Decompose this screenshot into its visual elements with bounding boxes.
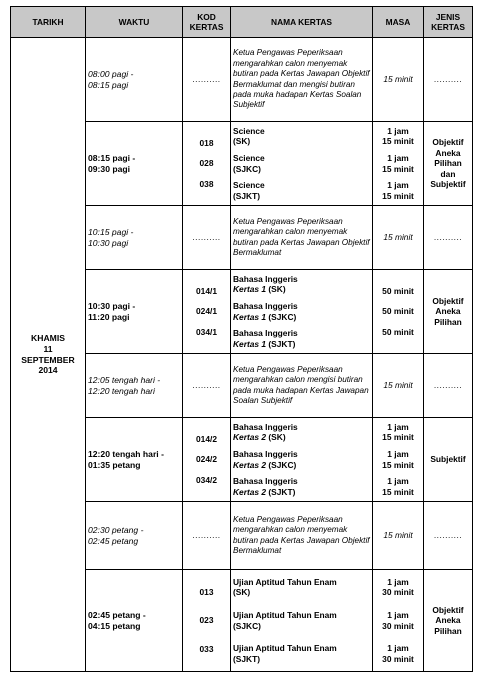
time-end: 08:15 pagi bbox=[88, 79, 129, 90]
paper-stream: (SK) bbox=[233, 587, 251, 598]
time-cell bbox=[86, 570, 183, 672]
masa-minutes: 15 minit bbox=[382, 190, 414, 201]
header-waktu: WAKTU bbox=[86, 7, 183, 38]
time-end: 12:20 tengah hari bbox=[88, 385, 155, 396]
paper-stream: (SK) bbox=[268, 432, 286, 443]
masa-cell bbox=[373, 418, 424, 502]
table-row bbox=[11, 38, 473, 122]
kod-cell bbox=[183, 418, 231, 502]
time-end: 09:30 pagi bbox=[88, 163, 131, 174]
kod-code: 024/2 bbox=[196, 454, 217, 465]
paper-name: Bahasa Inggeris bbox=[233, 328, 298, 339]
paper-stream: (SK) bbox=[233, 136, 251, 147]
paper-name: Ujian Aptitud Tahun Enam bbox=[233, 643, 337, 654]
paper-name: Science bbox=[233, 180, 265, 191]
paper-name: Science bbox=[233, 125, 265, 136]
time-start: 10:30 pagi - bbox=[88, 300, 136, 311]
jenis-cell: .......... bbox=[424, 502, 473, 570]
masa-cell: 15 minit bbox=[373, 354, 424, 418]
paper-stream: (SJKT) bbox=[233, 190, 260, 201]
time-cell bbox=[86, 122, 183, 206]
time-end: 04:15 petang bbox=[88, 620, 141, 631]
time-start: 12:05 tengah hari - bbox=[88, 374, 161, 385]
masa-minutes: 15 minit bbox=[382, 486, 414, 497]
time-start: 08:00 pagi - bbox=[88, 68, 134, 79]
paper-stream: (SJKT) bbox=[268, 486, 296, 497]
paper-name: Bahasa Inggeris bbox=[233, 300, 298, 311]
masa-cell: 15 minit bbox=[373, 502, 424, 570]
note-cell: Ketua Pengawas Peperiksaan mengarahkan calon mengisi butiran pada muka hadapan Kertas Jawapan Soalan Subjektif bbox=[231, 354, 373, 418]
masa-hours: 1 jam bbox=[387, 643, 409, 654]
masa-value: 50 minit bbox=[382, 326, 414, 337]
masa-cell: 15 minit bbox=[373, 206, 424, 270]
time-start: 02:30 petang - bbox=[88, 524, 144, 535]
time-cell bbox=[86, 354, 183, 418]
date-cell bbox=[11, 38, 86, 672]
time-start: 10:15 pagi - bbox=[88, 226, 134, 237]
jenis-cell: Objektif Aneka Pilihan bbox=[424, 570, 473, 672]
kod-code: 023 bbox=[199, 615, 214, 626]
exam-timetable bbox=[10, 6, 473, 672]
kod-cell bbox=[183, 122, 231, 206]
masa-hours: 1 jam bbox=[387, 152, 409, 163]
note-cell: Ketua Pengawas Peperiksaan mengarahkan calon menyemak butiran pada Kertas Jawapan Objektif Bermaklumat bbox=[231, 502, 373, 570]
kod-code: 034/2 bbox=[196, 474, 217, 485]
paper-name: Bahasa Inggeris bbox=[233, 421, 298, 432]
paper-stream: (SJKC) bbox=[268, 459, 297, 470]
masa-hours: 1 jam bbox=[387, 576, 409, 587]
paper-stream: (SJKC) bbox=[233, 620, 261, 631]
masa-cell bbox=[373, 122, 424, 206]
header-tarikh: TARIKH bbox=[11, 7, 86, 38]
masa-value: 50 minit bbox=[382, 285, 414, 296]
jenis-cell: Objektif Aneka Pilihan bbox=[424, 270, 473, 354]
header-jenis-kertas: JENIS KERTAS bbox=[424, 7, 473, 38]
paper-name: Science bbox=[233, 152, 265, 163]
header-row bbox=[11, 7, 473, 38]
masa-hours: 1 jam bbox=[387, 421, 409, 432]
kod-code: 033 bbox=[199, 643, 214, 654]
paper-kertas: Kertas 2 bbox=[233, 459, 267, 470]
header-nama-kertas: NAMA KERTAS bbox=[231, 7, 373, 38]
paper-name: Ujian Aptitud Tahun Enam bbox=[233, 609, 337, 620]
paper-kertas: Kertas 2 bbox=[233, 432, 267, 443]
jenis-cell: .......... bbox=[424, 38, 473, 122]
time-cell bbox=[86, 38, 183, 122]
masa-cell bbox=[373, 570, 424, 672]
paper-stream: (SJKT) bbox=[268, 338, 296, 349]
paper-kertas: Kertas 1 bbox=[233, 311, 267, 322]
masa-hours: 1 jam bbox=[387, 448, 409, 459]
masa-minutes: 15 minit bbox=[382, 163, 414, 174]
masa-minutes: 30 minit bbox=[382, 653, 414, 664]
kod-code: 038 bbox=[199, 178, 214, 189]
time-end: 11:20 pagi bbox=[88, 311, 130, 322]
kod-code: 014/1 bbox=[196, 285, 217, 296]
time-cell bbox=[86, 418, 183, 502]
note-cell: Ketua Pengawas Peperiksaan mengarahkan calon menyemak butiran pada Kertas Jawapan Objektif Bermaklumat bbox=[231, 206, 373, 270]
paper-cell bbox=[231, 418, 373, 502]
kod-cell bbox=[183, 270, 231, 354]
time-start: 08:15 pagi - bbox=[88, 152, 136, 163]
date-month-year: SEPTEMBER 2014 bbox=[21, 354, 75, 376]
masa-hours: 1 jam bbox=[387, 476, 409, 487]
paper-cell bbox=[231, 122, 373, 206]
time-start: 12:20 tengah hari - bbox=[88, 448, 164, 459]
masa-cell: 15 minit bbox=[373, 38, 424, 122]
kod-code: 014/2 bbox=[196, 433, 217, 444]
jenis-cell: .......... bbox=[424, 206, 473, 270]
time-end: 01:35 petang bbox=[88, 459, 141, 470]
date-day: KHAMIS bbox=[31, 333, 65, 344]
time-end: 02:45 petang bbox=[88, 535, 139, 546]
paper-cell bbox=[231, 270, 373, 354]
masa-minutes: 15 minit bbox=[382, 459, 414, 470]
paper-stream: (SJKC) bbox=[233, 163, 261, 174]
time-cell bbox=[86, 502, 183, 570]
paper-name: Bahasa Inggeris bbox=[233, 476, 298, 487]
time-cell bbox=[86, 270, 183, 354]
time-cell bbox=[86, 206, 183, 270]
paper-cell bbox=[231, 570, 373, 672]
paper-stream: (SJKT) bbox=[233, 653, 260, 664]
kod-code: 024/1 bbox=[196, 306, 217, 317]
header-masa: MASA bbox=[373, 7, 424, 38]
paper-kertas: Kertas 1 bbox=[233, 284, 267, 295]
jenis-cell: Objektif Aneka Pilihan dan Subjektif bbox=[424, 122, 473, 206]
kod-cell: .......... bbox=[183, 38, 231, 122]
masa-hours: 1 jam bbox=[387, 125, 409, 136]
jenis-cell: .......... bbox=[424, 354, 473, 418]
masa-cell bbox=[373, 270, 424, 354]
time-end: 10:30 pagi bbox=[88, 237, 129, 248]
kod-code: 028 bbox=[199, 158, 214, 169]
kod-cell bbox=[183, 570, 231, 672]
kod-cell: .......... bbox=[183, 354, 231, 418]
time-start: 02:45 petang - bbox=[88, 609, 146, 620]
masa-hours: 1 jam bbox=[387, 180, 409, 191]
paper-kertas: Kertas 2 bbox=[233, 486, 267, 497]
jenis-cell: Subjektif bbox=[424, 418, 473, 502]
kod-code: 018 bbox=[199, 137, 214, 148]
kod-cell: .......... bbox=[183, 206, 231, 270]
kod-cell: .......... bbox=[183, 502, 231, 570]
masa-minutes: 30 minit bbox=[382, 620, 414, 631]
masa-minutes: 15 minit bbox=[382, 432, 414, 443]
paper-name: Bahasa Inggeris bbox=[233, 273, 298, 284]
paper-stream: (SK) bbox=[268, 284, 286, 295]
kod-code: 034/1 bbox=[196, 326, 217, 337]
kod-code: 013 bbox=[199, 586, 214, 597]
paper-name: Bahasa Inggeris bbox=[233, 448, 298, 459]
paper-kertas: Kertas 1 bbox=[233, 338, 267, 349]
masa-value: 50 minit bbox=[382, 306, 414, 317]
paper-stream: (SJKC) bbox=[268, 311, 297, 322]
masa-minutes: 30 minit bbox=[382, 587, 414, 598]
paper-name: Ujian Aptitud Tahun Enam bbox=[233, 576, 337, 587]
date-num: 11 bbox=[43, 343, 53, 354]
masa-hours: 1 jam bbox=[387, 609, 409, 620]
header-kod-kertas: KOD KERTAS bbox=[183, 7, 231, 38]
note-cell: Ketua Pengawas Peperiksaan mengarahkan calon menyemak butiran pada Kertas Jawapan Objektif Bermaklumat dan mengisi butiran pada muka hadapan Kertas Soalan Subjektif bbox=[231, 38, 373, 122]
masa-minutes: 15 minit bbox=[382, 136, 414, 147]
